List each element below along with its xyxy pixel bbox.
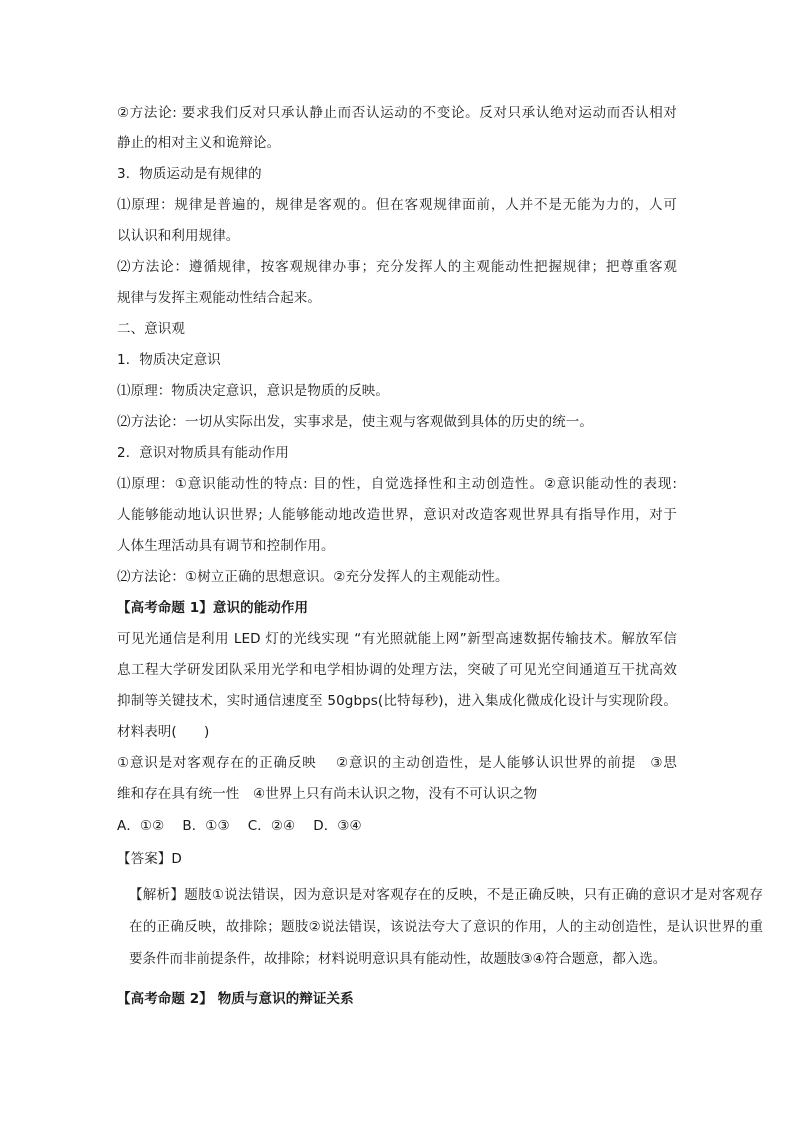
method-line-1: ②方法论: 要求我们反对只承认静止而否认运动的不变论。反对只承认绝对运动而否认相对	[117, 105, 677, 121]
question1-analysis-line-3: 要条件而非前提条件，故排除；材料说明意识具有能动性，故题肢③④符合题意，都入选。	[129, 951, 667, 967]
question1-choices: A．①② B．①③ C．②④ D．③④	[117, 818, 362, 834]
section2-point2-principle-line-2: 人能够能动地认识世界; 人能够能动地改造世界，意识对改造客观世界具有指导作用，对于	[117, 507, 677, 523]
question1-stem-line-4: 材料表明( )	[117, 724, 210, 740]
question1-analysis-line-2: 在的正确反映，故排除；题肢②说法错误，该说法夸大了意识的作用，人的主动创造性，是认识世界的重	[129, 919, 763, 935]
question1-title: 【高考命题 1】意识的能动作用	[117, 600, 309, 616]
section2-point2-principle-line-3: 人体生理活动具有调节和控制作用。	[117, 538, 335, 554]
section2-heading: 二、意识观	[117, 321, 185, 337]
question1-analysis-line-1: 【解析】题肢①说法错误，因为意识是对客观存在的反映，不是正确反映，只有正确的意识才是对客观存	[129, 887, 763, 903]
section2-point1-principle: ⑴原理：物质决定意识，意识是物质的反映。	[117, 383, 389, 399]
question1-stem-line-1: 可见光通信是利用 LED 灯的光线实现 “有光照就能上网”新型高速数据传输技术。解放军信	[117, 631, 677, 647]
question1-stem-line-3: 抑制等关键技术，实时通信速度至 50gbps(比特每秒)，进入集成化微成化设计与实现阶段。	[117, 693, 677, 709]
section2-point2-heading: 2．意识对物质具有能动作用	[117, 445, 289, 461]
question1-options-line-2: 维和存在具有统一性 ④世界上只有尚未认识之物，没有不可认识之物	[117, 786, 538, 802]
method-line-2: 静止的相对主义和诡辩论。	[117, 135, 281, 151]
question1-answer: 【答案】D	[117, 851, 182, 867]
point3-principle-line-1: ⑴原理：规律是普遍的，规律是客观的。但在客观规律面前，人并不是无能为力的，人可	[117, 197, 677, 213]
section2-point1-method: ⑵方法论：一切从实际出发，实事求是，使主观与客观做到具体的历史的统一。	[117, 414, 593, 430]
point3-principle-line-2: 以认识和利用规律。	[117, 228, 240, 244]
question1-stem-line-2: 息工程大学研发团队采用光学和电学相协调的处理方法，突破了可见光空间通道互干扰高效	[117, 662, 677, 678]
point3-method-line-2: 规律与发挥主观能动性结合起来。	[117, 290, 321, 306]
section2-point2-principle-line-1: ⑴原理：①意识能动性的特点: 目的性，自觉选择性和主动创造性。②意识能动性的表现:	[117, 476, 677, 492]
section2-point1-heading: 1．物质决定意识	[117, 352, 221, 368]
point3-method-line-1: ⑵方法论：遵循规律，按客观规律办事；充分发挥人的主观能动性把握规律；把尊重客观	[117, 259, 677, 275]
question1-options-line-1: ①意识是对客观存在的正确反映 ②意识的主动创造性，是人能够认识世界的前提 ③思	[117, 755, 677, 771]
point3-heading: 3．物质运动是有规律的	[117, 166, 262, 182]
question2-title: 【高考命题 2】 物质与意识的辩证关系	[117, 991, 354, 1007]
section2-point2-method: ⑵方法论：①树立正确的思想意识。②充分发挥人的主观能动性。	[117, 569, 509, 585]
